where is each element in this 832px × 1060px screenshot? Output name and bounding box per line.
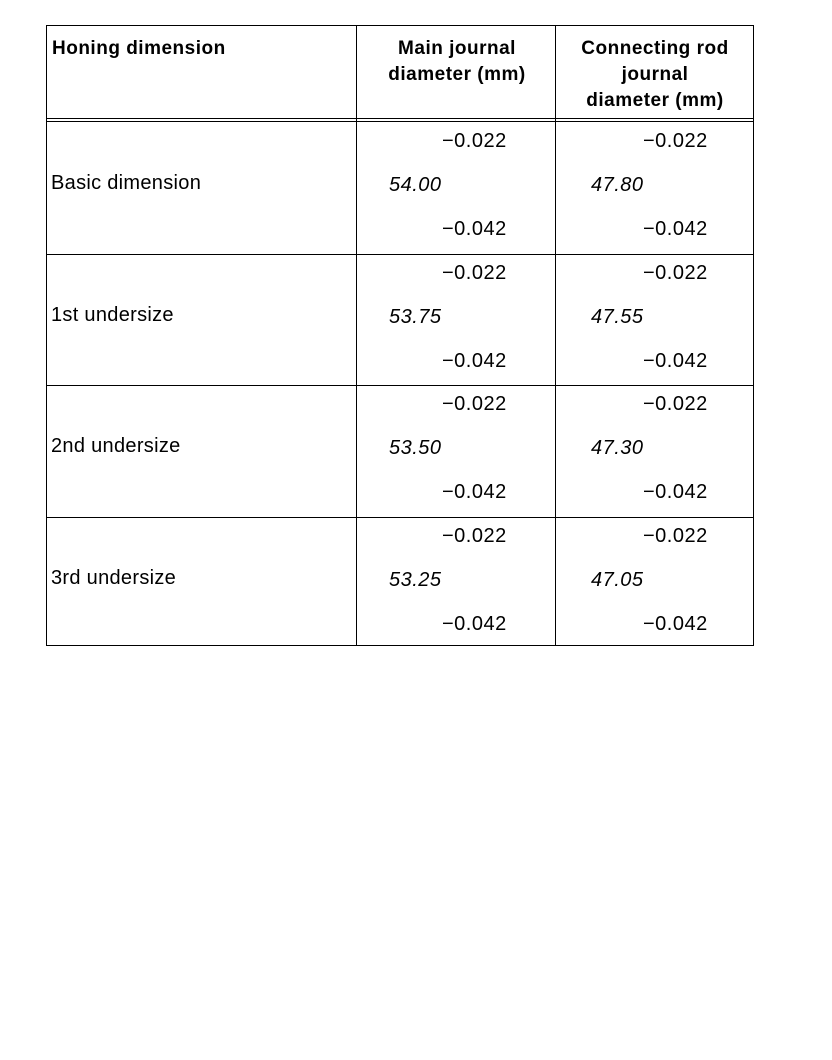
rod-lower-tolerance: −0.042 [643,481,708,503]
rod-upper-tolerance: −0.022 [643,262,708,284]
rod-basic-diameter: 47.30 [591,437,644,459]
row-label-basic-dimension: Basic dimension [51,172,202,194]
rod-lower-tolerance: −0.042 [643,613,708,635]
main-lower-tolerance: −0.042 [442,613,507,635]
main-lower-tolerance: −0.042 [442,350,507,372]
table-row [47,254,753,386]
main-basic-diameter: 53.25 [389,569,442,591]
rod-basic-diameter: 47.05 [591,569,644,591]
rod-lower-tolerance: −0.042 [643,218,708,240]
table-row [47,517,753,649]
row-label-3rd-undersize: 3rd undersize [51,567,177,589]
rod-basic-diameter: 47.80 [591,174,644,196]
table-header-row [47,26,753,122]
table-row [47,122,753,254]
main-upper-tolerance: −0.022 [442,130,507,152]
rod-lower-tolerance: −0.042 [643,350,708,372]
header-honing-dimension: Honing dimension [52,38,226,59]
header-connecting-rod-line1: Connecting rod [581,38,729,59]
header-connecting-rod-line3: diameter (mm) [586,90,724,111]
main-upper-tolerance: −0.022 [442,525,507,547]
rod-upper-tolerance: −0.022 [643,525,708,547]
honing-dimension-table [46,25,754,646]
header-connecting-rod-line2: journal [621,64,689,85]
main-basic-diameter: 53.75 [389,306,442,328]
header-main-journal-line1: Main journal [398,38,516,59]
main-upper-tolerance: −0.022 [442,262,507,284]
main-lower-tolerance: −0.042 [442,481,507,503]
main-basic-diameter: 54.00 [389,174,442,196]
table-row [47,385,753,517]
row-label-1st-undersize: 1st undersize [51,304,174,326]
header-connecting-rod-journal [556,36,754,114]
rod-upper-tolerance: −0.022 [643,130,708,152]
main-upper-tolerance: −0.022 [442,393,507,415]
main-basic-diameter: 53.50 [389,437,442,459]
row-label-2nd-undersize: 2nd undersize [51,435,181,457]
header-main-journal [357,36,557,88]
header-main-journal-line2: diameter (mm) [388,64,526,85]
rod-upper-tolerance: −0.022 [643,393,708,415]
main-lower-tolerance: −0.042 [442,218,507,240]
rod-basic-diameter: 47.55 [591,306,644,328]
